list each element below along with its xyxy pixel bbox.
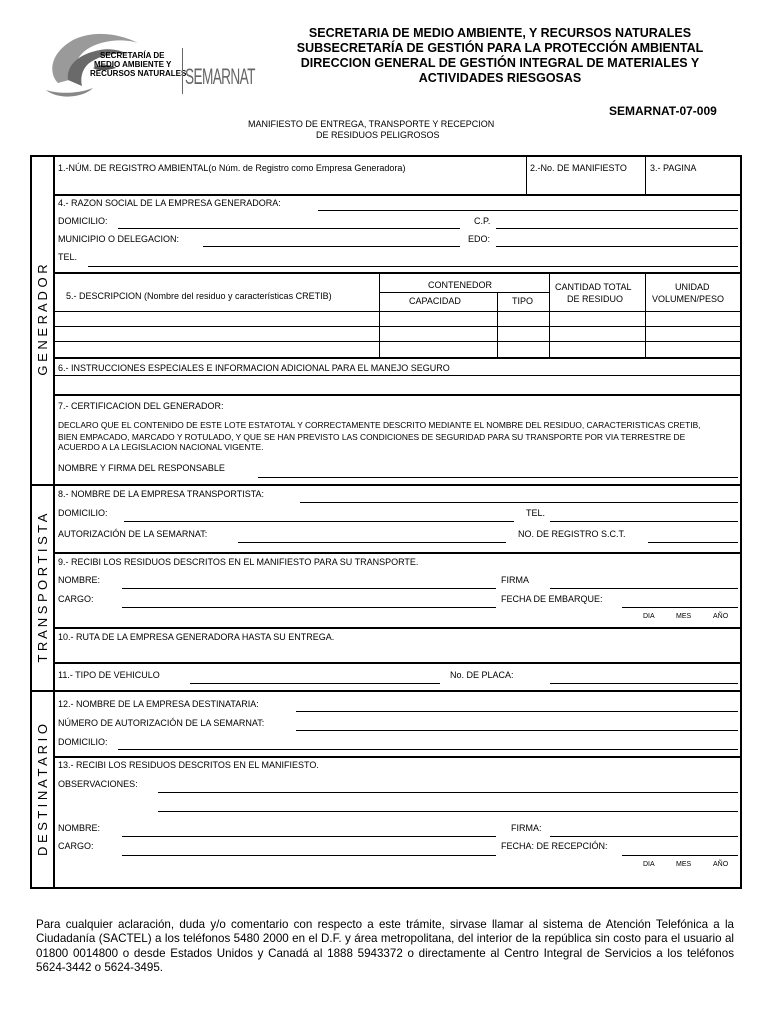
field-7-firma-line[interactable] [258,477,738,478]
t5-v3 [549,273,550,357]
field-11-placa-line[interactable] [550,683,738,684]
field-4-domicilio: DOMICILIO: [58,216,108,226]
row9-bottom [54,627,741,629]
field-13-fecha: FECHA: DE RECEPCIÓN: [501,841,608,851]
row1-div1 [526,156,527,194]
field-4-title: 4.- RAZON SOCIAL DE LA EMPRESA GENERADORA: [58,198,281,208]
field-9-nombre: NOMBRE: [58,575,101,585]
field-4-cp-line[interactable] [496,228,738,229]
field-7-decl3: ACUERDO A LA LEGISLACION NACIONAL VIGENTE. [58,442,264,452]
field-12-empresa-line[interactable] [296,711,738,712]
t5-v4 [645,273,646,357]
row4-bottom [54,272,741,274]
field-8-empresa-line[interactable] [300,502,738,503]
field-13-observaciones-line1[interactable] [158,792,738,793]
row5-bottom [54,357,741,359]
field-13-mes: MES [676,861,692,868]
field-9-nombre-line[interactable] [122,588,496,589]
field-4-razon-line[interactable] [318,210,738,211]
field-8-domicilio-line[interactable] [124,521,514,522]
semarnat-logo [38,28,258,100]
t5-h-head [54,311,741,312]
subtitle-line1: MANIFIESTO DE ENTREGA, TRANSPORTE Y RECEPCION [248,119,495,129]
field-5-cantidad1: CANTIDAD TOTAL [555,282,632,292]
field-7-decl1: DECLARO QUE EL CONTENIDO DE ESTE LOTE ESTATOTAL Y CORRECTAMENTE DESCRITO MEDIANTE EL NOMBRE DEL RESIDUO, CARACTERISTICAS CRETIB, [58,420,701,430]
field-13-dia: DIA [643,861,655,868]
field-4-edo-line[interactable] [496,246,738,247]
field-12-autorizacion-line[interactable] [296,730,738,731]
field-13-anio: AÑO [713,861,729,868]
field-5-cantidad2: DE RESIDUO [567,294,624,304]
field-13-fecha-line[interactable] [622,855,738,856]
field-8-tel-line[interactable] [550,521,738,522]
field-13-nombre-line[interactable] [122,836,496,837]
field-13-nombre: NOMBRE: [58,823,101,833]
field-5-tipo: TIPO [512,296,534,306]
header-line2: SUBSECRETARÍA DE GESTIÓN PARA LA PROTECCIÓN AMBIENTAL [296,41,704,55]
field-9-firma: FIRMA [501,575,529,585]
field-12-autorizacion: NÚMERO DE AUTORIZACIÓN DE LA SEMARNAT: [58,718,265,728]
row6-mid [54,375,741,376]
field-8-autorizacion: AUTORIZACIÓN DE LA SEMARNAT: [58,529,208,539]
field-13-cargo-line[interactable] [122,855,496,856]
field-5-desc: 5.- DESCRIPCION (Nombre del residuo y características CRETIB) [66,291,332,301]
section-sep-1 [31,484,741,486]
t5-v1 [379,273,380,357]
logo-divider [182,48,183,94]
row10-bottom [54,662,741,664]
field-7-firma: NOMBRE Y FIRMA DEL RESPONSABLE [58,463,225,473]
row6-bottom [54,394,741,396]
field-9-dia: DIA [643,613,655,620]
field-8-registro: NO. DE REGISTRO S.C.T. [518,529,626,539]
field-9-cargo: CARGO: [58,594,94,604]
field-4-municipio: MUNICIPIO O DELEGACION: [58,234,180,244]
field-7-title: 7.- CERTIFICACION DEL GENERADOR: [58,401,224,411]
row1-bottom [54,194,741,196]
field-9-title: 9.- RECIBI LOS RESIDUOS DESCRITOS EN EL MANIFIESTO PARA SU TRANSPORTE. [58,557,419,567]
field-5-contenedor: CONTENEDOR [428,280,493,290]
field-5-capacidad: CAPACIDAD [409,296,461,306]
logo-line3: RECURSOS NATURALES [90,69,187,78]
row1-div2 [645,156,646,194]
t5-v2 [497,292,498,357]
field-12-title: 12.- NOMBRE DE LA EMPRESA DESTINATARIA: [58,699,259,709]
field-10-label: 10.- RUTA DE LA EMPRESA GENERADORA HASTA SU ENTREGA. [58,632,335,642]
section-sep-2 [31,690,741,692]
field-6-label: 6.- INSTRUCCIONES ESPECIALES E INFORMACION ADICIONAL PARA EL MANEJO SEGURO [58,363,450,373]
logo-line2: MEDIO AMBIENTE Y [94,60,172,69]
field-13-cargo: CARGO: [58,841,94,851]
field-4-tel-line[interactable] [88,266,738,267]
field-8-title: 8.- NOMBRE DE LA EMPRESA TRANSPORTISTA: [58,489,265,499]
field-8-domicilio: DOMICILIO: [58,508,108,518]
field-4-municipio-line[interactable] [203,246,460,247]
field-11-tipo: 11.- TIPO DE VEHICULO [58,670,160,680]
logo-line1: SECRETARÍA DE [100,51,165,60]
field-8-registro-line[interactable] [648,542,738,543]
field-4-domicilio-line[interactable] [118,228,460,229]
field-13-observaciones-line2[interactable] [158,811,738,812]
field-9-cargo-line[interactable] [122,607,496,608]
field-13-firma-line[interactable] [550,836,738,837]
field-11-tipo-line[interactable] [190,683,440,684]
row12-bottom [54,756,741,758]
field-4-tel: TEL. [58,252,78,262]
field-4-edo: EDO: [468,234,491,244]
logo-brand: SEMARNAT [185,64,255,89]
field-9-fecha-line[interactable] [622,607,738,608]
field-3-label: 3.- PAGINA [650,163,697,173]
field-8-tel: TEL. [526,508,546,518]
form-code: SEMARNAT-07-009 [609,104,717,118]
field-2-label: 2.-No. DE MANIFIESTO [530,163,627,173]
t5-h-r1 [54,326,741,327]
t5-h-r2 [54,341,741,342]
field-11-placa: No. DE PLACA: [450,670,514,680]
header-line3: DIRECCION GENERAL DE GESTIÓN INTEGRAL DE MATERIALES Y [300,56,700,70]
field-13-firma: FIRMA: [511,823,542,833]
side-label-generador: G E N E R A D O R [35,264,50,376]
field-9-anio: AÑO [713,613,729,620]
field-13-title: 13.- RECIBI LOS RESIDUOS DESCRITOS EN EL MANIFIESTO. [58,760,319,770]
field-5-unidad1: UNIDAD [675,282,710,292]
field-7-decl2: BIEN EMPACADO, MARCADO Y ROTULADO, Y QUE SE HAN PREVISTO LAS CONDICIONES DE SEGURIDAD PARA SU TRANSPORTE POR VIA TERRESTRE DE [58,432,686,442]
field-5-unidad2: VOLUMEN/PESO [652,294,725,304]
field-4-cp: C.P. [474,216,491,226]
field-12-domicilio: DOMICILIO: [58,737,108,747]
side-label-destinatario: D E S T I N A T A R I O [35,724,50,856]
field-9-fecha: FECHA DE EMBARQUE: [501,594,603,604]
header-line1: SECRETARIA DE MEDIO AMBIENTE, Y RECURSOS NATURALES [308,26,692,40]
footer-note: Para cualquier aclaración, duda y/o comentario con respecto a este trámite, sirvase llamar al sistema de Atención Telefónica a la Ciudadanía (SACTEL) a los teléfonos 5480 2000 en el D.F. y área metropolitana, del interior de la república sin costo para el usuario al 01800 0014800 o desde Estados Unidos y Canadá al 1888 5943372 o directamente al Centro Integral de Servicios a los teléfonos 5624-3442 o 5624-3495. [36,918,734,974]
field-12-domicilio-line[interactable] [118,749,738,750]
row8-bottom [54,552,741,554]
header-line4: ACTIVIDADES RIESGOSAS [418,71,582,85]
t5-h-cont [380,292,549,293]
side-label-transportista: T R A N S P O R T I S T A [35,513,50,663]
field-1-label: 1.-NÚM. DE REGISTRO AMBIENTAL(o Núm. de Registro como Empresa Generadora) [58,163,406,173]
field-13-observaciones: OBSERVACIONES: [58,779,138,789]
field-9-firma-line[interactable] [550,588,738,589]
subtitle-line2: DE RESIDUOS PELIGROSOS [316,130,440,140]
field-8-autorizacion-line[interactable] [238,542,506,543]
field-9-mes: MES [676,613,692,620]
